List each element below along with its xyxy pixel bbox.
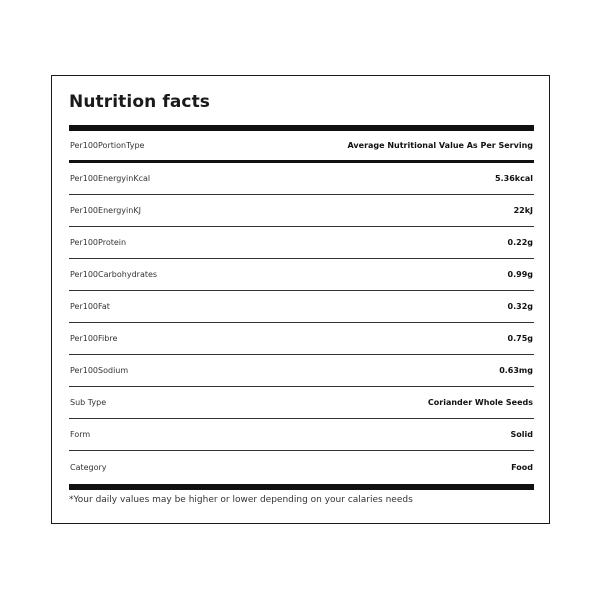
row-label: Per100Sodium [70, 366, 129, 375]
row-label: Per100PortionType [70, 141, 145, 150]
row-value: Food [511, 462, 533, 472]
row-label: Form [70, 430, 91, 439]
table-row-form [69, 419, 534, 451]
row-value: 0.22g [507, 238, 533, 247]
row-value: 22kJ [513, 206, 533, 215]
table-row-fibre [69, 323, 534, 355]
row-label: Per100Protein [70, 238, 127, 247]
row-value: 5.36kcal [495, 174, 533, 183]
row-label: Sub Type [70, 398, 107, 407]
table-row-fat [69, 291, 534, 323]
nutrition-facts-panel [51, 75, 550, 524]
table-row-protein [69, 227, 534, 259]
row-label: Per100Fibre [70, 334, 118, 343]
table-row-energy-kj [69, 195, 534, 227]
row-label: Category [70, 462, 107, 472]
row-value: 0.63mg [499, 366, 533, 375]
row-value: Average Nutritional Value As Per Serving [347, 141, 533, 150]
table-row-energy-kcal [69, 163, 534, 195]
row-value: Coriander Whole Seeds [427, 398, 533, 407]
table-row-sodium [69, 355, 534, 387]
row-value: 0.99g [507, 270, 533, 279]
table-row-portion-type [69, 131, 534, 163]
table-row-sub-type [69, 387, 534, 419]
row-value: 0.75g [507, 334, 533, 343]
table-row-carbohydrates [69, 259, 534, 291]
row-value: Solid [510, 430, 533, 439]
nutrition-table [69, 131, 534, 483]
row-label: Per100Fat [70, 302, 110, 311]
panel-title: Nutrition facts [69, 92, 211, 112]
row-label: Per100Carbohydrates [70, 270, 158, 279]
table-row-category [69, 451, 534, 483]
row-value: 0.32g [507, 302, 533, 311]
daily-values-footnote: *Your daily values may be higher or lower depending on your calaries needs [69, 495, 413, 505]
row-label: Per100EnergyinKJ [70, 206, 141, 215]
footer-divider [69, 484, 534, 490]
row-label: Per100EnergyinKcal [70, 174, 151, 183]
